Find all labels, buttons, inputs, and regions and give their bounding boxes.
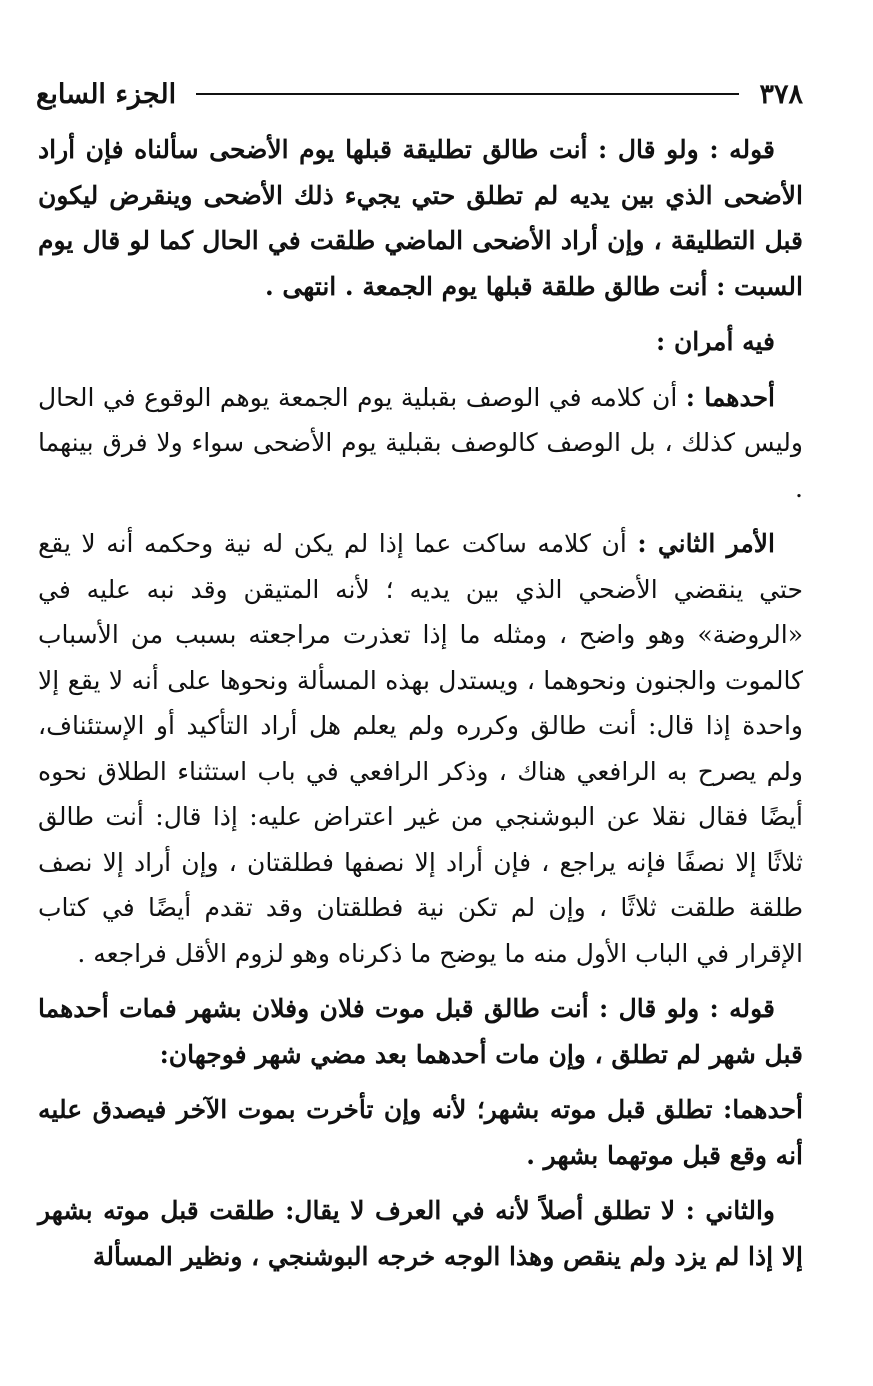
paragraph-heading — [38, 319, 803, 365]
paragraph-text: قوله : ولو قال : أنت طالق تطليقة قبلها يوم الأضحى سألناه فإن أراد الأضحى الذي بين يديه لم تطلق حتي يجيء ذلك الأضحى وينقرض ليكون قبل التطليقة ، وإن أراد الأضحى الماضي طلقت في الحال كما لو قال يوم السبت : أنت طالق طلقة قبلها يوم الجمعة . انتهى . — [38, 135, 804, 301]
page-header — [36, 72, 803, 116]
paragraph-text: والثاني : لا تطلق أصلاً لأنه في العرف لا يقال: طلقت قبل موته بشهر إلا إذا لم يزد ولم ينقص وهذا الوجه خرجه البوشنجي ، ونظير المسألة — [38, 1196, 803, 1271]
paragraph-lead: الأمر الثاني : — [637, 529, 775, 558]
page-number: ٣٧٨ — [759, 78, 803, 110]
page-body — [38, 127, 803, 1289]
paragraph-quote-1 — [38, 127, 803, 309]
paragraph-text: فيه أمران : — [656, 327, 775, 356]
header-rule — [196, 93, 739, 95]
running-title: الجزء السابع — [36, 78, 177, 110]
paragraph-second-matter — [38, 521, 803, 976]
paragraph-first-matter — [38, 375, 803, 512]
paragraph-text: أحدهما: تطلق قبل موته بشهر؛ لأنه وإن تأخرت بموت الآخر فيصدق عليه أنه وقع قبل موتهما بشهر . — [38, 1095, 803, 1170]
paragraph-first-view — [38, 1087, 803, 1178]
paragraph-text: أن كلامه ساكت عما إذا لم يكن له نية وحكمه أنه لا يقع حتي ينقضي الأضحي الذي بين يديه ؛ لأنه المتيقن وقد نبه عليه في «الروضة» وهو واضح ، ومثله ما إذا تعذرت مراجعته بسبب من الأسباب كالموت والجنون ونحوهما ، ويستدل بهذه المسألة ونحوها على أنه لا يقع إلا واحدة إذا قال: أنت طالق وكرره ولم يعلم هل أراد التأكيد أو الإستئناف، ولم يصرح به الرافعي هناك ، وذكر الرافعي في باب استثناء الطلاق نحوه أيضًا فقال نقلا عن البوشنجي من غير اعتراض عليه: إذا قال: أنت طالق ثلاثًا إلا نصفًا فإنه يراجع ، فإن أراد إلا نصفها فطلقتان ، وإن أراد إلا نصف طلقة طلقت ثلاثًا ، وإن لم تكن نية فطلقتان وقد تقدم أيضًا في كتاب الإقرار في الباب الأول منه ما يوضح ما ذكرناه وهو لزوم الأقل فراجعه . — [38, 529, 803, 968]
paragraph-text: أن كلامه في الوصف بقبلية يوم الجمعة يوهم الوقوع في الحال وليس كذلك ، بل الوصف كالوصف بقبلية يوم الأضحى سواء ولا فرق بينهما . — [38, 382, 803, 503]
paragraph-lead: أحدهما : — [685, 382, 775, 412]
paragraph-second-view — [38, 1188, 803, 1279]
paragraph-text: قوله : ولو قال : أنت طالق قبل موت فلان وفلان بشهر فمات أحدهما قبل شهر لم تطلق ، وإن مات أحدهما بعد مضي شهر فوجهان: — [38, 994, 803, 1069]
paragraph-quote-2 — [38, 986, 803, 1077]
